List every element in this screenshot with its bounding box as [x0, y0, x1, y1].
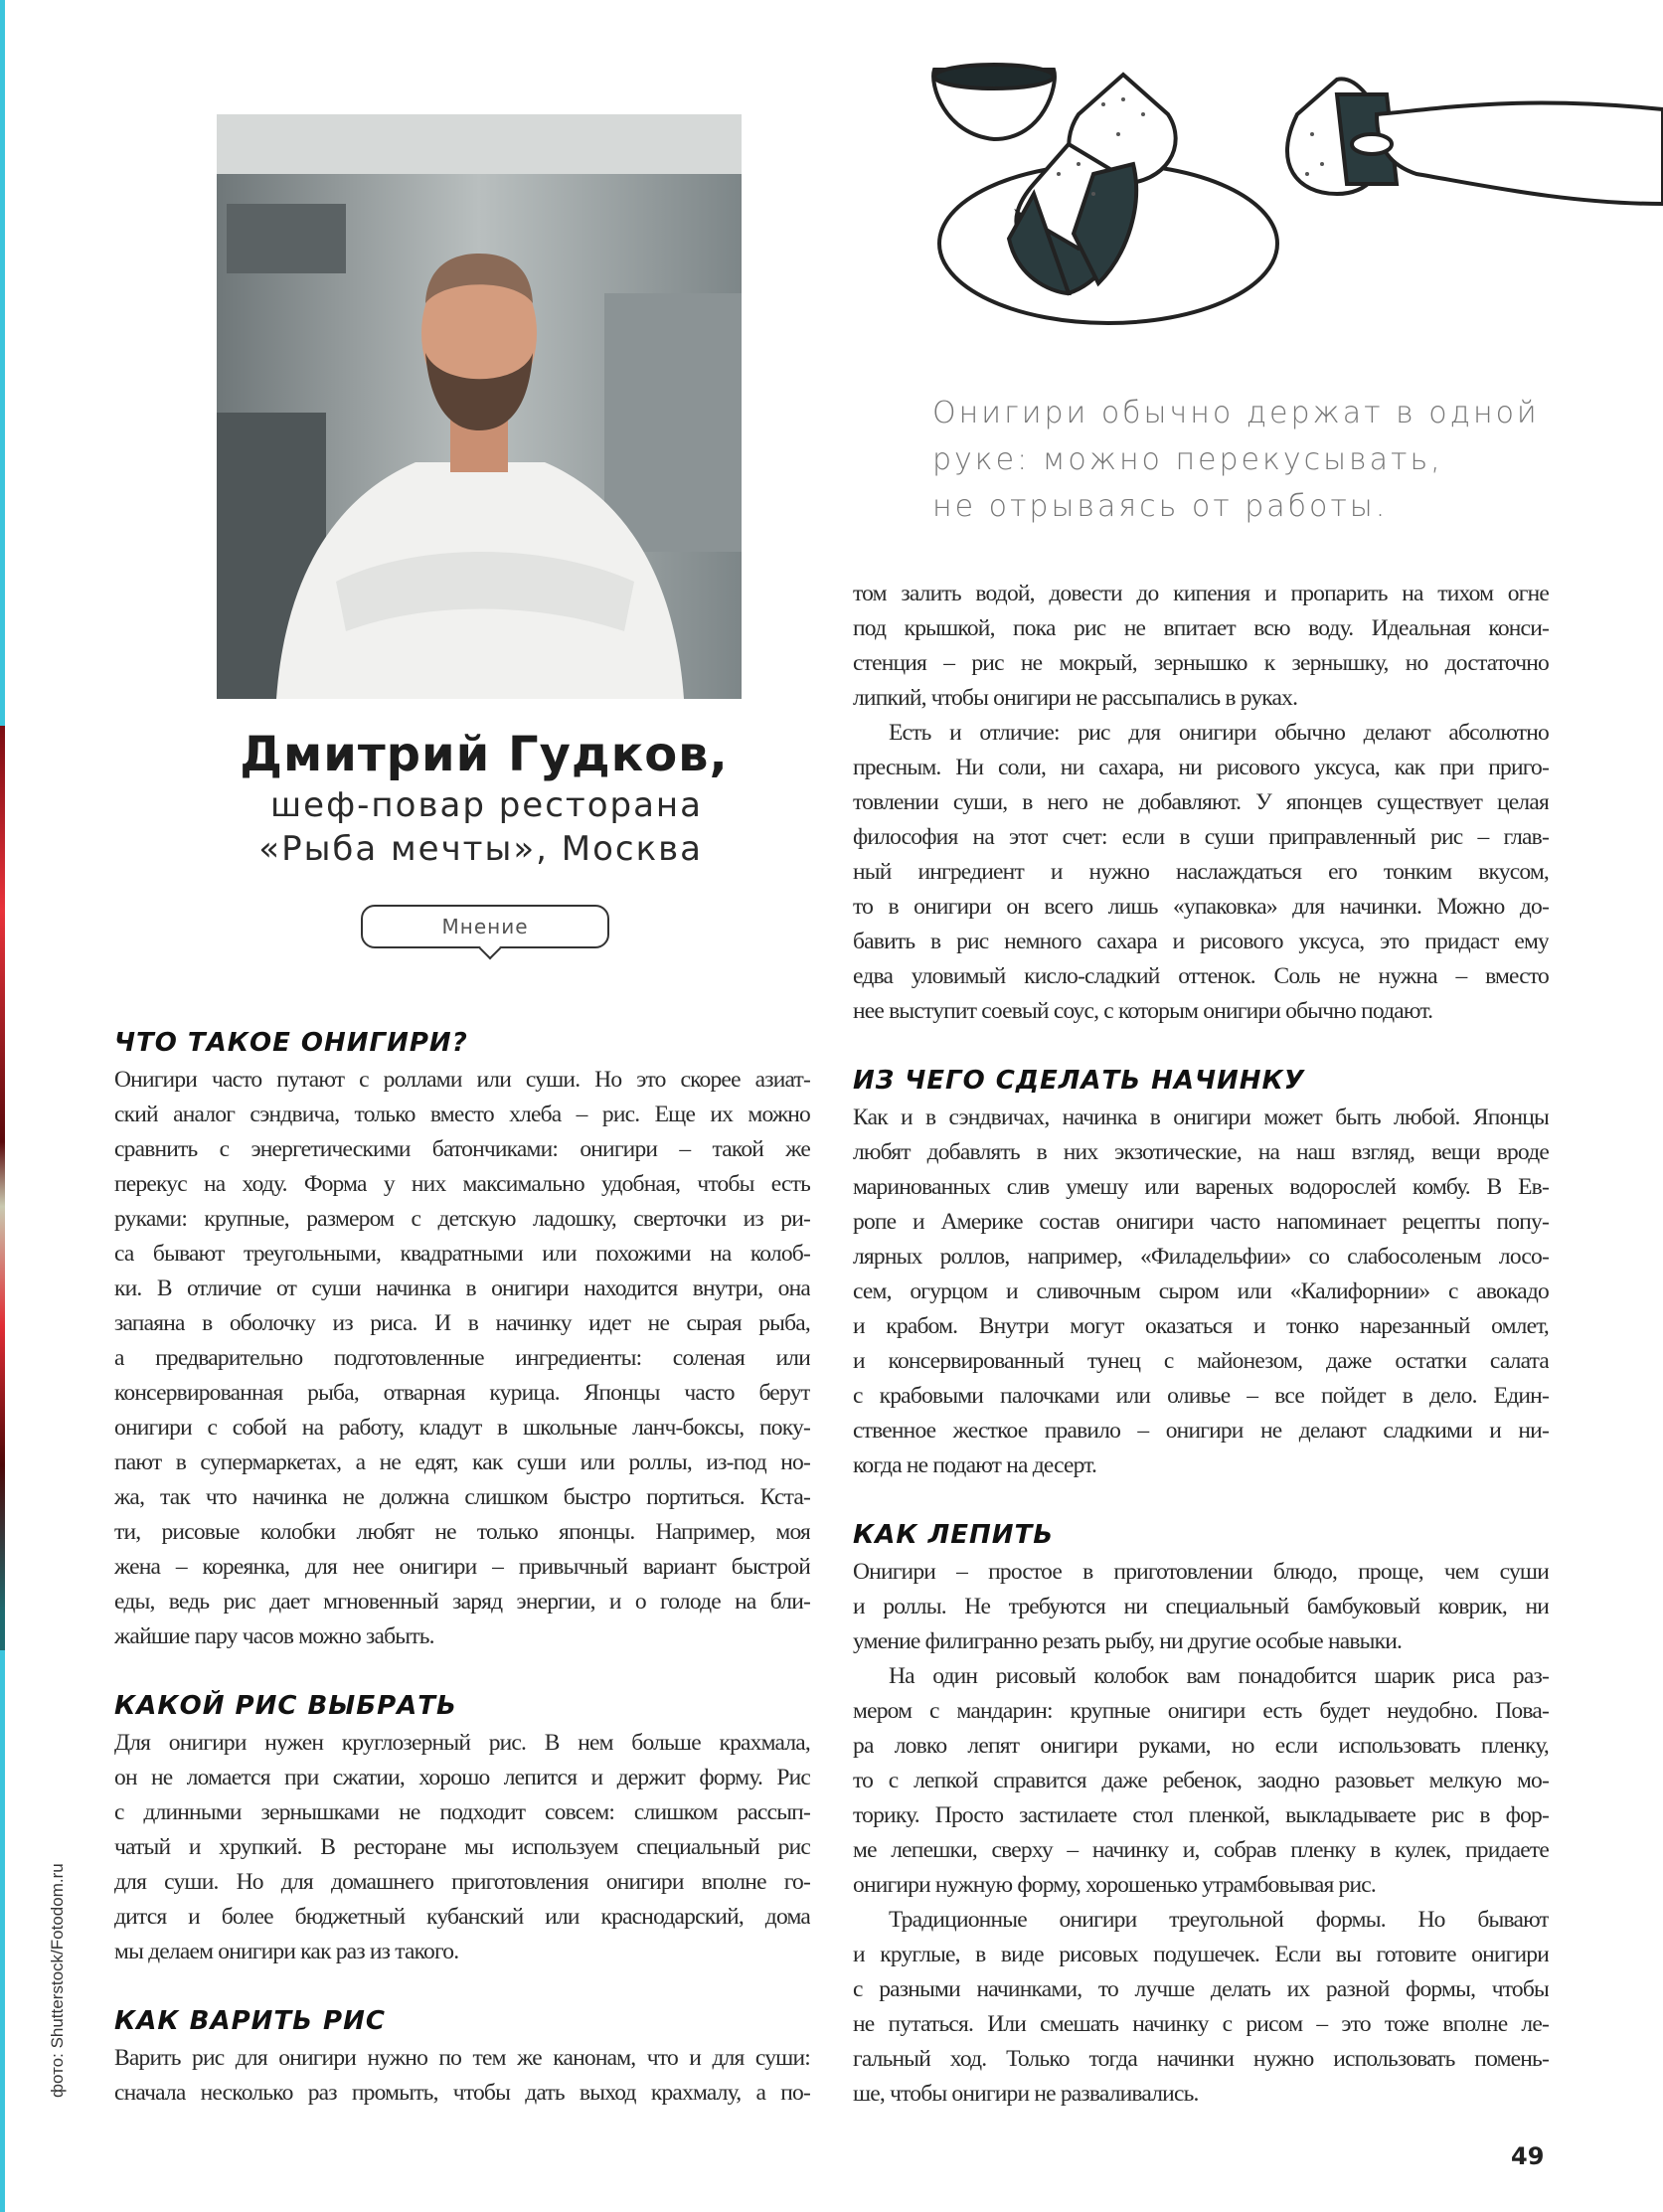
text-line: перекус на ходу. Форма у них максимально удобная, чтобы есть — [114, 1171, 810, 1197]
section-heading: КАК ЛЕПИТЬ — [853, 1520, 1055, 1550]
paragraph — [853, 716, 1549, 1029]
text-line: ный ингредиент и нужно наслаждаться его тонким вкусом, — [853, 859, 1549, 885]
text-line: гальный ход. Только тогда начинки нужно использовать помень- — [853, 2046, 1549, 2072]
text-line: жа, так что начинка не должна слишком быстро портиться. Кста- — [114, 1484, 810, 1510]
text-line: ше, чтобы онигири не разваливались. — [853, 2081, 1199, 2107]
text-line: запаяна в оболочку из риса. И в начинку идет не сырая рыба, — [114, 1310, 810, 1336]
text-line: товлении суши, в него не добавляют. У японцев существует целая — [853, 789, 1549, 815]
text-line: сравнить с энергетическими батончиками: онигири – такой же — [114, 1136, 810, 1162]
text-line: едва уловимый кисло-сладкий оттенок. Соль не нужна – вместо — [853, 963, 1549, 989]
text-line: онигири с собой на работу, кладут в школьные ланч-боксы, поку- — [114, 1415, 810, 1441]
text-line: с крабовыми палочками или оливье – все пойдет в дело. Един- — [853, 1383, 1549, 1409]
section-heading: КАК ВАРИТЬ РИС — [114, 2006, 386, 2036]
paragraph — [853, 1101, 1549, 1483]
author-restaurant: «Рыба мечты», Москва — [258, 829, 703, 869]
text-line: ме лепешки, сверху – начинку и, собрав пленку в кулек, придаете — [853, 1837, 1549, 1863]
paragraph — [853, 1659, 1549, 1903]
text-line: нее выступит соевый соус, с которым онигири обычно подают. — [853, 998, 1433, 1024]
text-line: ропе и Америке состав онигири часто напоминает рецепты попу- — [853, 1209, 1549, 1235]
text-line: и роллы. Не требуются ни специальный бамбуковый коврик, ни — [853, 1594, 1549, 1619]
text-line: жайшие пару часов можно забыть. — [114, 1623, 434, 1649]
text-line: Для онигири нужен круглозерный рис. В нем больше крахмала, — [114, 1730, 810, 1756]
text-line: том залить водой, довести до кипения и пропарить на тихом огне — [853, 581, 1549, 606]
text-line: с разными начинками, то лучше делать их разной формы, чтобы — [853, 1976, 1549, 2002]
text-line: и круглые, в виде рисовых подушечек. Если вы готовите онигири — [853, 1942, 1549, 1967]
text-line: са бывают треугольными, квадратными или похожими на колоб- — [114, 1241, 810, 1267]
text-line: сначала несколько раз промыть, чтобы дать выход крахмалу, а по- — [114, 2080, 810, 2106]
text-line: философия на этот счет: если в суши приправленный рис – глав- — [853, 824, 1549, 850]
author-block — [126, 726, 842, 871]
text-line: и консервированный тунец с майонезом, даже остатки салата — [853, 1348, 1549, 1374]
text-line: онигири нужную форму, хорошенько утрамбовывая рис. — [853, 1872, 1376, 1898]
section-heading: ИЗ ЧЕГО СДЕЛАТЬ НАЧИНКУ — [853, 1066, 1305, 1096]
text-line: торику. Просто застилаете стол пленкой, выкладываете рис в фор- — [853, 1802, 1549, 1828]
text-line: он не ломается при сжатии, хорошо лепится и держит форму. Рис — [114, 1765, 810, 1790]
text-line: липкий, чтобы онигири не рассыпались в руках. — [853, 685, 1298, 711]
text-line: пают в супермаркетах, а не едят, как суши или роллы, из-под но- — [114, 1449, 810, 1475]
text-line: На один рисовый колобок вам понадобится шарик риса раз- — [889, 1663, 1549, 1689]
text-line: под крышкой, пока рис не впитает всю воду. Идеальная конси- — [853, 615, 1549, 641]
text-line: ра ловко лепят онигири руками, но если использовать пленку, — [853, 1733, 1549, 1759]
text-line: консервированная рыба, отварная курица. Японцы часто берут — [114, 1380, 810, 1406]
text-line: руками: крупные, размером с детскую ладошку, сверточки из ри- — [114, 1206, 810, 1232]
text-line: дится и более бюджетный кубанский или краснодарский, дома — [114, 1904, 810, 1930]
text-line: с длинными зернышками не подходит совсем: слишком рассып- — [114, 1799, 810, 1825]
text-line: Варить рис для онигири нужно по тем же канонам, что и для суши: — [114, 2045, 810, 2071]
text-line: маринованных слив умешу или вареных водорослей комбу. В Ев- — [853, 1174, 1549, 1200]
text-line: чатый и хрупкий. В ресторане мы используем специальный рис — [114, 1834, 810, 1860]
paragraph — [114, 2041, 810, 2111]
text-line: пресным. Ни соли, ни сахара, ни рисового уксуса, как при приго- — [853, 755, 1549, 780]
text-line: мы делаем онигири как раз из такого. — [114, 1939, 459, 1964]
text-line: не путаться. Или смешать начинку с рисом – это тоже вполне ле- — [853, 2011, 1549, 2037]
caption-line: Онигири обычно держат в одной — [932, 396, 1540, 430]
text-line: ки. В отличие от суши начинка в онигири находится внутри, она — [114, 1276, 810, 1301]
paragraph — [853, 577, 1549, 716]
chef-portrait-photo — [217, 114, 742, 699]
text-line: Как и в сэндвичах, начинка в онигири может быть любой. Японцы — [853, 1105, 1549, 1130]
section-heading: КАКОЙ РИС ВЫБРАТЬ — [114, 1691, 457, 1721]
author-role: шеф-повар ресторана — [270, 785, 703, 825]
text-line: ти, рисовые колобки любят не только японцы. Например, моя — [114, 1519, 810, 1545]
text-line: еды, ведь рис дает мгновенный заряд энергии, и о голоде на бли- — [114, 1589, 810, 1615]
text-line: то с лепкой справится даже ребенок, заодно разовьет мелкую мо- — [853, 1768, 1549, 1793]
article-column-right — [853, 577, 1549, 2112]
text-line: ский аналог сэндвича, только вместо хлеба – рис. Еще их можно — [114, 1102, 810, 1127]
text-line: для суши. Но для домашнего приготовления онигири вполне го- — [114, 1869, 810, 1895]
author-name: Дмитрий Гудков, — [240, 727, 729, 782]
caption-line: руке: можно перекусывать, — [932, 442, 1443, 477]
text-line: лярных роллов, например, «Филадельфии» со слабосоленым лосо- — [853, 1244, 1549, 1270]
paragraph — [853, 1555, 1549, 1659]
section-heading: ЧТО ТАКОЕ ОНИГИРИ? — [114, 1028, 468, 1058]
text-line: Традиционные онигири треугольной формы. Но бывают — [889, 1907, 1549, 1933]
text-line: сем, огурцом и сливочным сыром или «Калифорнии» с авокадо — [853, 1278, 1549, 1304]
caption-line: не отрываясь от работы. — [932, 489, 1389, 524]
text-line: умение филигранно резать рыбу, ни другие особые навыки. — [853, 1628, 1403, 1654]
illustration-caption — [932, 390, 1628, 530]
text-line: стенция – рис не мокрый, зернышко к зернышку, но достаточно — [853, 650, 1549, 676]
text-line: то в онигири он всего лишь «упаковка» для начинки. Можно до- — [853, 894, 1549, 920]
text-line: Онигири – простое в приготовлении блюдо, проще, чем суши — [853, 1559, 1549, 1585]
page-edge-photo-bleed — [0, 726, 5, 1650]
text-line: когда не подают на десерт. — [853, 1452, 1097, 1478]
text-line: Есть и отличие: рис для онигири обычно делают абсолютно — [889, 720, 1549, 746]
text-line: мером с мандарин: крупные онигири есть будет неудобно. Пова- — [853, 1698, 1549, 1724]
text-line: любят добавлять в них экзотические, на наш взгляд, вещи вроде — [853, 1139, 1549, 1165]
text-line: Онигири часто путают с роллами или суши. Но это скорее азиат- — [114, 1067, 810, 1093]
text-line: ственное жесткое правило – онигири не делают сладкими и ни- — [853, 1418, 1549, 1444]
page-number: 49 — [1511, 2142, 1545, 2170]
paragraph — [853, 1903, 1549, 2112]
text-line: жена – кореянка, для нее онигири – привычный вариант быстрой — [114, 1554, 810, 1580]
photo-credit: фото: Shutterstock/Fotodom.ru — [48, 1863, 67, 2098]
text-line: бавить в рис немного сахара и рисового уксуса, это придаст ему — [853, 929, 1549, 954]
article-column-left — [114, 1023, 810, 2111]
paragraph — [114, 1726, 810, 1969]
text-line: и крабом. Внутри могут оказаться и тонко нарезанный омлет, — [853, 1313, 1549, 1339]
onigiri-illustration — [919, 55, 1663, 333]
opinion-tag: Мнение — [361, 905, 609, 948]
text-line: а предварительно подготовленные ингредиенты: соленая или — [114, 1345, 810, 1371]
paragraph — [114, 1063, 810, 1654]
